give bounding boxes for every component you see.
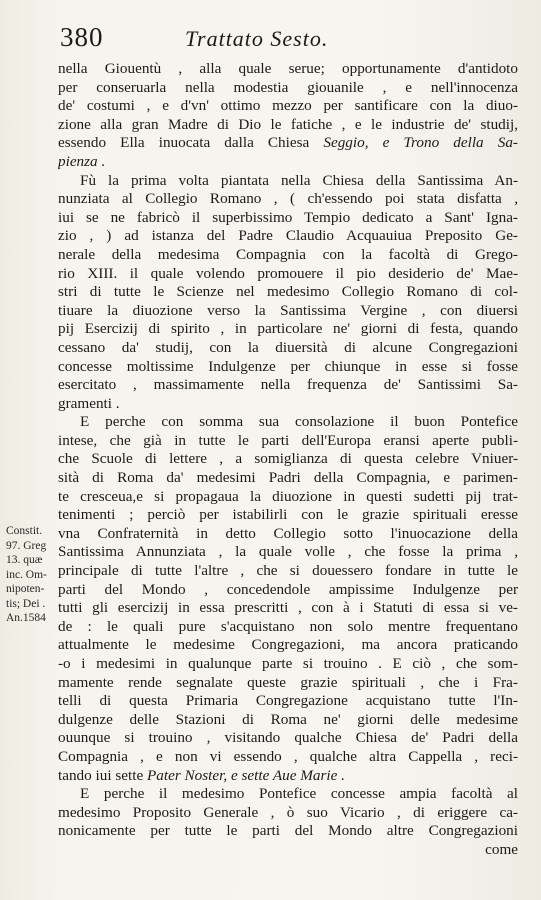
page-number: 380 — [60, 22, 104, 52]
text-line: principale di tutte l'altre , che si douessero fondare in tutte le — [58, 562, 518, 580]
text-line: per conseruarla nella modestia giouanile , e nell'innocenza — [58, 78, 518, 96]
text-line: Santissima Annunziata , la quale volle , che fosse la prima , — [58, 543, 518, 561]
text-line: tiuare la diuozione verso la Santissima Vergine , con diuersi — [58, 301, 518, 319]
margin-note-line: tis; Dei . — [6, 597, 46, 610]
text-line: tenimenti ; perciò per istabilirli con le grazie spirituali eresse — [58, 506, 518, 524]
text-line: iui se ne fabricò il superbissimo Tempio dedicato a Sant' Igna- — [58, 208, 518, 226]
text-line: te cresceua,e si propagaua la diuozione in questi sudetti pij trat- — [58, 487, 518, 505]
running-title: Trattato Sesto. — [185, 26, 329, 51]
text-line: E perche il medesimo Pontefice concesse ampia facoltà al — [80, 785, 518, 803]
text-line: pienza . — [58, 152, 106, 170]
text-line: attualmente le medesime Congregazioni, ma ancora praticando — [58, 636, 518, 654]
text-line: zione alla gran Madre di Dio le fatiche , e le industrie de' studij, — [58, 115, 518, 133]
page-header — [60, 22, 481, 56]
text-line: pij Esercizij di spirito , in particolare ne' giorni di festa, quando — [58, 320, 518, 338]
text-line: dulgenze delle Stazioni di Roma ne' giorni delle medesime — [58, 710, 518, 728]
text-line: rio XIII. il quale volendo promouere il pio desiderio de' Mae- — [58, 264, 518, 282]
text-line: ouunque si trouino , visitando qualche Chiesa de' Padri della — [58, 729, 518, 747]
text-line: de' costumi , e d'vn' ottimo mezzo per santificare con la diuo- — [58, 97, 518, 115]
margin-note-line: An.1584 — [6, 612, 46, 624]
text-line: medesimo Proposito Generale , ò suo Vicario , di eriggere ca- — [58, 803, 518, 821]
text-line: nonicamente per tutte le parti del Mondo altre Congregazioni — [58, 822, 518, 840]
margin-note — [6, 524, 58, 626]
text-line: vna Confraternità in detto Collegio sotto l'inuocazione della — [58, 524, 518, 542]
margin-note-line: Constit. — [6, 525, 43, 537]
text-line: zio , ) ad istanza del Padre Claudio Acquauiua Preposito Ge- — [58, 227, 518, 245]
text-line: mamente rende segnalate queste grazie spirituali , che i Fra- — [58, 673, 518, 691]
text-line: sità di Roma da' medesimi Padri della Compagnia, e parimen- — [58, 469, 518, 487]
text-line: che Scuole di lettere , a somiglianza di questa celebre Vniuer- — [58, 450, 518, 468]
text-line: de : le quali pure s'acquistano non solo mentre frequentano — [58, 617, 518, 635]
text-line: -o i medesimi in qualunque parte si trouino . E ciò , che som- — [58, 655, 518, 672]
catchword: come — [485, 840, 518, 858]
margin-note-line: nipoten- — [6, 583, 45, 595]
margin-note-line: 13. quæ — [6, 554, 43, 566]
text-line: cessano da' studij, con la diuersità di alcune Congregazioni — [58, 338, 518, 356]
text-line: essendo Ella inuocata dalla Chiesa Seggio, e Trono della Sa- — [58, 134, 518, 152]
text-line: E perche con somma sua consolazione il buon Pontefice — [80, 413, 518, 431]
text-line: Compagnia , e non vi essendo , qualche altra Cappella , reci- — [58, 747, 518, 765]
margin-note-line: 97. Greg — [6, 539, 47, 552]
text-line: Fù la prima volta piantata nella Chiesa della Santissima An- — [80, 171, 518, 189]
text-line: intese, che già in tutte le parti dell'Europa eransi aperte publi- — [58, 431, 518, 449]
margin-note-line: inc. Om- — [6, 568, 47, 581]
text-line: parti del Mondo , concedendole ampissime Indulgenze per — [58, 580, 518, 598]
text-line: telli di questa Primaria Congregazione acquistano tutte l'In- — [58, 692, 518, 710]
text-line: nunziata al Collegio Romano , ( ch'essendo poi stata disfatta , — [58, 190, 518, 208]
text-line: nerale della medesima Compagnia con la facoltà di Grego- — [58, 245, 518, 263]
text-line: concesse moltissime Indulgenze per chiunque in esse si fosse — [58, 357, 518, 375]
text-line: stri di tutte le Scienze nel medesimo Collegio Romano di col- — [58, 283, 518, 301]
text-line: gramenti . — [58, 394, 120, 412]
text-line: tando iui sette Pater Noster, e sette Aue Marie . — [58, 766, 345, 784]
text-line: tutti gli esercizij in essa prescritti , con à i Statuti di essa si ve- — [58, 599, 518, 617]
text-line: nella Giouentù , alla quale serue; opportunamente d'antidoto — [58, 60, 518, 77]
text-line: esercitato , massimamente nella frequenza de' Santissimi Sa- — [58, 376, 518, 394]
body-text — [58, 60, 518, 860]
